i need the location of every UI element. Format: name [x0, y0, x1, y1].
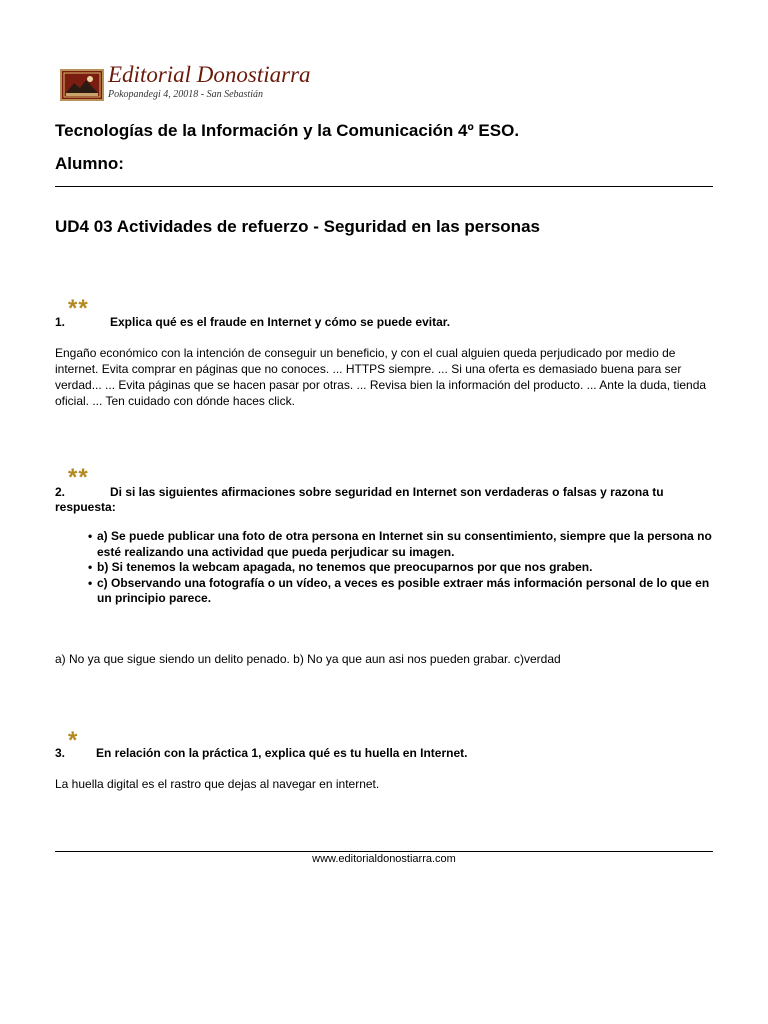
statement-list: [88, 529, 718, 607]
statement-item: [88, 576, 718, 607]
question-text: En relación con la práctica 1, explica qué es tu huella en Internet.: [96, 746, 468, 760]
publisher-address: Pokopandegi 4, 20018 - San Sebastián: [108, 89, 263, 100]
bullet-dot-icon: •: [88, 529, 93, 543]
question-text: Explica qué es el fraude en Internet y cómo se puede evitar.: [110, 315, 451, 329]
course-title: Tecnologías de la Información y la Comunicación 4º ESO.: [55, 121, 520, 140]
statement-item: [88, 560, 718, 576]
question-3: [55, 746, 468, 760]
question-number: 1.: [55, 315, 66, 329]
bullet-dot-icon: •: [88, 560, 93, 574]
question-number: 2.: [55, 485, 66, 499]
difficulty-stars-q3: *: [68, 727, 79, 754]
unit-title: UD4 03 Actividades de refuerzo - Seguridad en las personas: [55, 217, 540, 236]
footer-url: www.editorialdonostiarra.com: [312, 853, 456, 865]
question-2: [55, 485, 715, 515]
statement-text: c) Observando una fotografía o un vídeo, a veces es posible extraer más información personal de lo que en un principio parece.: [97, 575, 710, 605]
question-text: Di si las siguientes afirmaciones sobre seguridad en Internet son verdaderas o falsas y razona tu respuesta:: [55, 485, 664, 514]
statement-text: b) Si tenemos la webcam apagada, no tenemos que preocuparnos por que nos graben.: [97, 560, 593, 574]
answer-2: a) No ya que sigue siendo un delito penado. b) No ya que aun asi nos pueden grabar. c)verdad: [55, 652, 561, 666]
question-number: 3.: [55, 746, 66, 760]
header-divider: [55, 186, 713, 187]
student-label: Alumno:: [55, 154, 124, 173]
statement-item: [88, 529, 718, 560]
bullet-dot-icon: •: [88, 575, 93, 590]
question-1: [55, 315, 451, 329]
difficulty-stars-q2: **: [68, 464, 89, 491]
statement-text: a) Se puede publicar una foto de otra persona en Internet sin su consentimiento, siempre que la persona no esté realizando una actividad que pueda perjudicar su imagen.: [97, 529, 712, 559]
answer-1: Engaño económico con la intención de conseguir un beneficio, y con el cual alguien queda perjudicado por medio de internet. Evita comprar en páginas que no conoces. ... HTTPS siempre. ... Si una oferta es demasiado buena para ser verdad... ... Evita páginas que se hacen pasar por otras. ... Revisa bien la información del producto. ... Ante la duda, tienda oficial. ... Ten cuidado con dónde haces click.: [55, 346, 707, 408]
publisher-name: Editorial Donostiarra: [108, 62, 311, 87]
difficulty-stars-q1: **: [68, 295, 89, 322]
answer-3: La huella digital es el rastro que dejas al navegar en internet.: [55, 777, 380, 791]
publisher-logo-icon: [60, 69, 104, 101]
footer-divider: [55, 851, 713, 852]
